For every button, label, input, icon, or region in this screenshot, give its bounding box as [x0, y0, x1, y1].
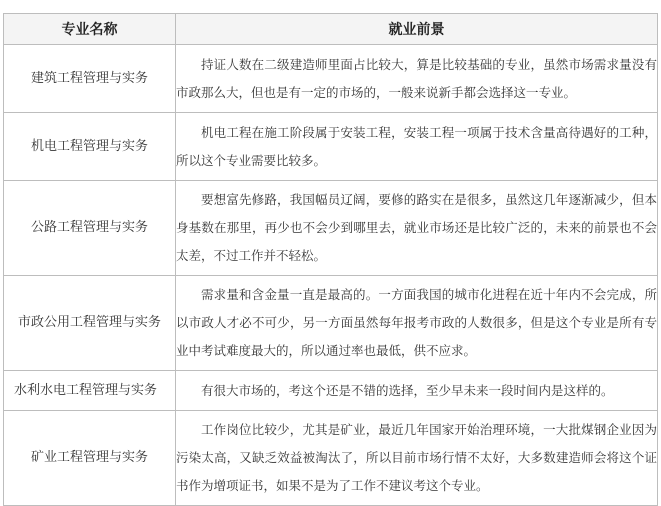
prospect-text: 工作岗位比较少，尤其是矿业，最近几年国家开始治理环境，一大批煤钢企业因为污染太高，又缺乏效益被淘汰了，所以目前市场行情不太好，大多数建造师会将这个证书作为增项证书，如果不是为了工作不建议考这个专业。 [176, 411, 658, 506]
table-row [4, 181, 658, 276]
prospect-text: 需求量和含金量一直是最高的。一方面我国的城市化进程在近十年内不会完成，所以市政人才必不可少，另一方面虽然每年报考市政的人数很多，但是这个专业是所有专业中考试难度最大的，所以通过率也最低，供不应求。 [176, 276, 658, 371]
major-name: 水利水电工程管理与实务 [4, 371, 176, 411]
major-name: 公路工程管理与实务 [4, 181, 176, 276]
table-row [4, 276, 658, 371]
table-row [4, 371, 658, 411]
header-prospect: 就业前景 [176, 14, 658, 45]
prospect-text: 机电工程在施工阶段属于安装工程，安装工程一项属于技术含量高待遇好的工种，所以这个专业需要比较多。 [176, 113, 658, 181]
major-name: 市政公用工程管理与实务 [4, 276, 176, 371]
prospect-text: 要想富先修路，我国幅员辽阔，要修的路实在是很多，虽然这几年逐渐减少，但本身基数在那里，再少也不会少到哪里去，就业市场还是比较广泛的，未来的前景也不会太差，不过工作并不轻松。 [176, 181, 658, 276]
table-header-row [4, 14, 658, 45]
header-major: 专业名称 [4, 14, 176, 45]
table-row [4, 411, 658, 506]
prospect-table [3, 13, 658, 506]
major-name: 矿业工程管理与实务 [4, 411, 176, 506]
table-row [4, 113, 658, 181]
major-name: 机电工程管理与实务 [4, 113, 176, 181]
prospect-text: 持证人数在二级建造师里面占比较大，算是比较基础的专业，虽然市场需求量没有市政那么大，但也是有一定的市场的，一般来说新手都会选择这一专业。 [176, 45, 658, 113]
prospect-text: 有很大市场的，考这个还是不错的选择，至少早未来一段时间内是这样的。 [176, 371, 658, 411]
major-name: 建筑工程管理与实务 [4, 45, 176, 113]
table-row [4, 45, 658, 113]
